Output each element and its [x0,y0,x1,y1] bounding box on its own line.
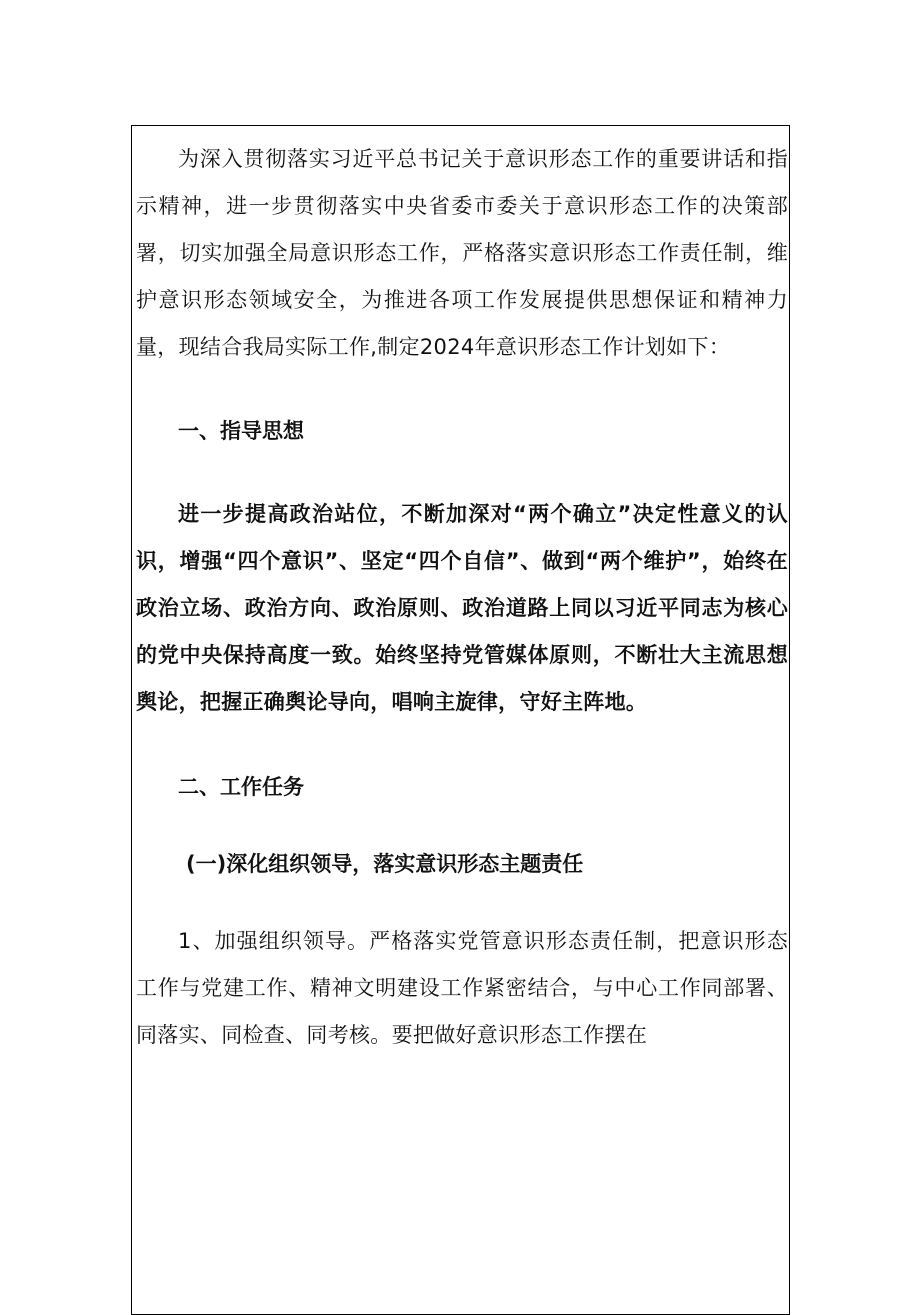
section-1-paragraph: 进一步提高政治站位，不断加深对“两个确立”决定性意义的认识，增强“四个意识”、坚定“四个自信”、做到“两个维护”，始终在政治立场、政治方向、政治原则、政治道路上同以习近平同志为核心的党中央保持高度一致。始终坚持党管媒体原则，不断壮大主流思想舆论，把握正确舆论导向，唱响主旋律，守好主阵地。 [136,502,788,714]
item-1-paragraph: 1、加强组织领导。严格落实党管意识形态责任制，把意识形态工作与党建工作、精神文明建设工作紧密结合，与中心工作同部署、同落实、同检查、同考核。要把做好意识形态工作摆在 [136,929,788,1047]
spacer [136,726,788,764]
spacer [136,371,788,408]
spacer [136,888,788,918]
subsection-1-heading: (一)深化组织领导，落实意识形态主题责任 [186,852,584,876]
section-2-heading: 二、工作任务 [178,775,304,799]
document-body [136,136,788,1059]
spacer [136,455,788,491]
intro-paragraph: 为深入贯彻落实习近平总书记关于意识形态工作的重要讲话和指示精神，进一步贯彻落实中央省委市委关于意识形态工作的决策部署，切实加强全局意识形态工作，严格落实意识形态工作责任制，维护意识形态领域安全，为推进各项工作发展提供思想保证和精神力量，现结合我局实际工作,制定2024年意识形态工作计划如下： [136,147,788,359]
section-1-heading: 一、指导思想 [178,419,304,443]
spacer [136,811,788,841]
